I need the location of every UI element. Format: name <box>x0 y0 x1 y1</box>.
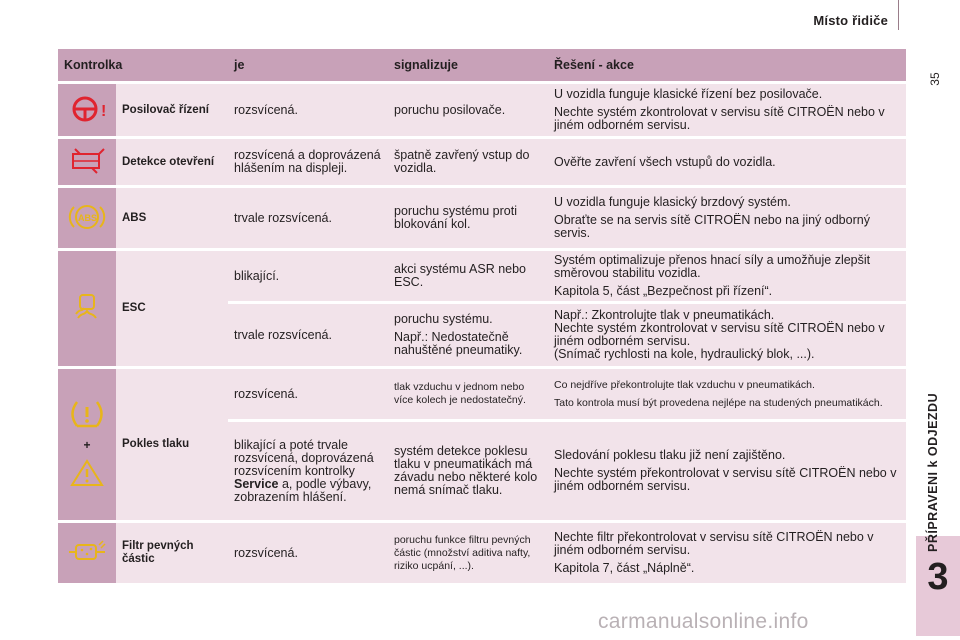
signal-text: poruchu systému proti blokování kol. <box>388 188 548 248</box>
action-cell <box>548 369 906 419</box>
warning-name: ESC <box>116 251 228 366</box>
state-text: rozsvícená. <box>228 523 388 583</box>
action-text: Tato kontrola musí být provedena nejlépe na studených pneumatikách. <box>554 396 883 409</box>
action-text: U vozidla funguje klasické řízení bez posilovače. <box>554 87 823 101</box>
action-text: Obraťte se na servis sítě CITROËN nebo na jiný odborný servis. <box>554 213 870 240</box>
header-divider <box>898 0 899 30</box>
signal-cell <box>388 304 548 366</box>
warning-triangle-icon <box>70 458 104 488</box>
action-text: Ověřte zavření všech vstupů do vozidla. <box>548 139 906 185</box>
action-text: Nechte systém zkontrolovat v servisu sítě CITROËN nebo v jiném odborném servisu. <box>554 321 885 348</box>
table-row <box>58 369 906 419</box>
action-text: Kapitola 7, část „Náplně“. <box>554 561 695 575</box>
action-text: Nechte systém překontrolovat v servisu sítě CITROËN nebo v jiném odborném servisu. <box>554 466 897 493</box>
state-text: trvale rozsvícená. <box>228 188 388 248</box>
watermark-text: carmanualsonline.info <box>598 610 809 633</box>
page-number: 35 <box>928 72 942 86</box>
state-text: blikající. <box>228 251 388 301</box>
plus-sign: + <box>83 438 91 452</box>
signal-text: poruchu funkce filtru pevných částic (množství aditiva nafty, riziko ucpání, ...). <box>388 523 548 583</box>
signal-text: špatně zavřený vstup do vozidla. <box>388 139 548 185</box>
column-header-kontrolka: Kontrolka <box>58 49 228 81</box>
icon-cell <box>58 523 116 583</box>
table-row <box>58 251 906 301</box>
icon-cell <box>58 139 116 185</box>
signal-text: poruchu systému. <box>394 312 493 326</box>
signal-text: systém detekce poklesu tlaku v pneumatikách má závadu nebo některé kolo nemá snímač tlaku. <box>388 422 548 520</box>
warning-name: Pokles tlaku <box>116 369 228 520</box>
action-text: Nechte systém zkontrolovat v servisu sítě CITROËN nebo v jiném odborném servisu. <box>554 105 885 132</box>
chapter-number: 3 <box>927 556 949 598</box>
action-text: Sledování poklesu tlaku již není zajištěno. <box>554 448 786 462</box>
action-cell <box>548 422 906 520</box>
state-text: rozsvícená. <box>228 369 388 419</box>
action-cell <box>548 188 906 248</box>
action-text: Co nejdříve překontrolujte tlak vzduchu v pneumatikách. <box>554 378 815 391</box>
signal-text: akci systému ASR nebo ESC. <box>388 251 548 301</box>
open-door-icon <box>67 148 107 174</box>
action-text: (Snímač rychlosti na kole, hydraulický blok, ...). <box>554 347 815 361</box>
table-row <box>58 188 906 248</box>
warning-name: ABS <box>116 188 228 248</box>
warning-light-table <box>58 46 906 586</box>
tyre-pressure-icon <box>69 398 105 430</box>
action-cell <box>548 251 906 301</box>
service-label: Service <box>234 476 279 491</box>
signal-text: poruchu posilovače. <box>388 84 548 136</box>
column-header-signalizuje: signalizuje <box>388 49 548 81</box>
particle-filter-icon <box>67 539 107 565</box>
action-text: U vozidla funguje klasický brzdový systém. <box>554 195 791 209</box>
icon-cell <box>58 188 116 248</box>
action-text: Systém optimalizuje přenos hnací síly a umožňuje zlepšit směrovou stabilitu vozidla. <box>554 253 871 280</box>
signal-text: tlak vzduchu v jednom nebo více kolech je nedostatečný. <box>388 369 548 419</box>
esc-skid-icon <box>70 292 104 322</box>
action-cell <box>548 304 906 366</box>
column-header-je: je <box>228 49 388 81</box>
state-text: rozsvícená a doprovázená hlášením na displeji. <box>228 139 388 185</box>
state-text: blikající a poté trvale rozsvícená, doprovázená rozsvícením kontrolky <box>234 437 374 478</box>
action-cell <box>548 523 906 583</box>
action-text: Např.: Zkontrolujte tlak v pneumatikách. <box>554 308 775 322</box>
signal-text: Např.: Nedostatečně nahuštěné pneumatiky. <box>394 330 523 357</box>
icon-cell <box>58 84 116 136</box>
action-text: Kapitola 5, část „Bezpečnost při řízení“. <box>554 284 773 298</box>
action-text: Nechte filtr překontrolovat v servisu sítě CITROËN nebo v jiném odborném servisu. <box>554 530 874 557</box>
action-cell <box>548 84 906 136</box>
svg-text:!: ! <box>101 102 107 120</box>
table-header-row <box>58 49 906 81</box>
table-row <box>58 139 906 185</box>
page-header-title: Místo řidiče <box>813 13 888 28</box>
state-text: rozsvícená. <box>228 84 388 136</box>
icon-cell <box>58 251 116 366</box>
icon-cell <box>58 369 116 520</box>
warning-name: Filtr pevných částic <box>116 523 228 583</box>
state-text: a, podle výbavy, zobrazením hlášení. <box>234 476 372 504</box>
table-row <box>58 84 906 136</box>
abs-icon <box>67 201 107 233</box>
warning-name: Posilovač řízení <box>116 84 228 136</box>
state-cell <box>228 422 388 520</box>
chapter-label: PŘÍPRAVENI k ODJEZDU <box>926 392 940 552</box>
state-text: trvale rozsvícená. <box>228 304 388 366</box>
warning-name: Detekce otevření <box>116 139 228 185</box>
steering-wheel-warning-icon <box>67 94 107 124</box>
column-header-reseni: Řešení - akce <box>548 49 906 81</box>
table-row <box>58 523 906 583</box>
svg-text:ABS: ABS <box>78 212 98 223</box>
